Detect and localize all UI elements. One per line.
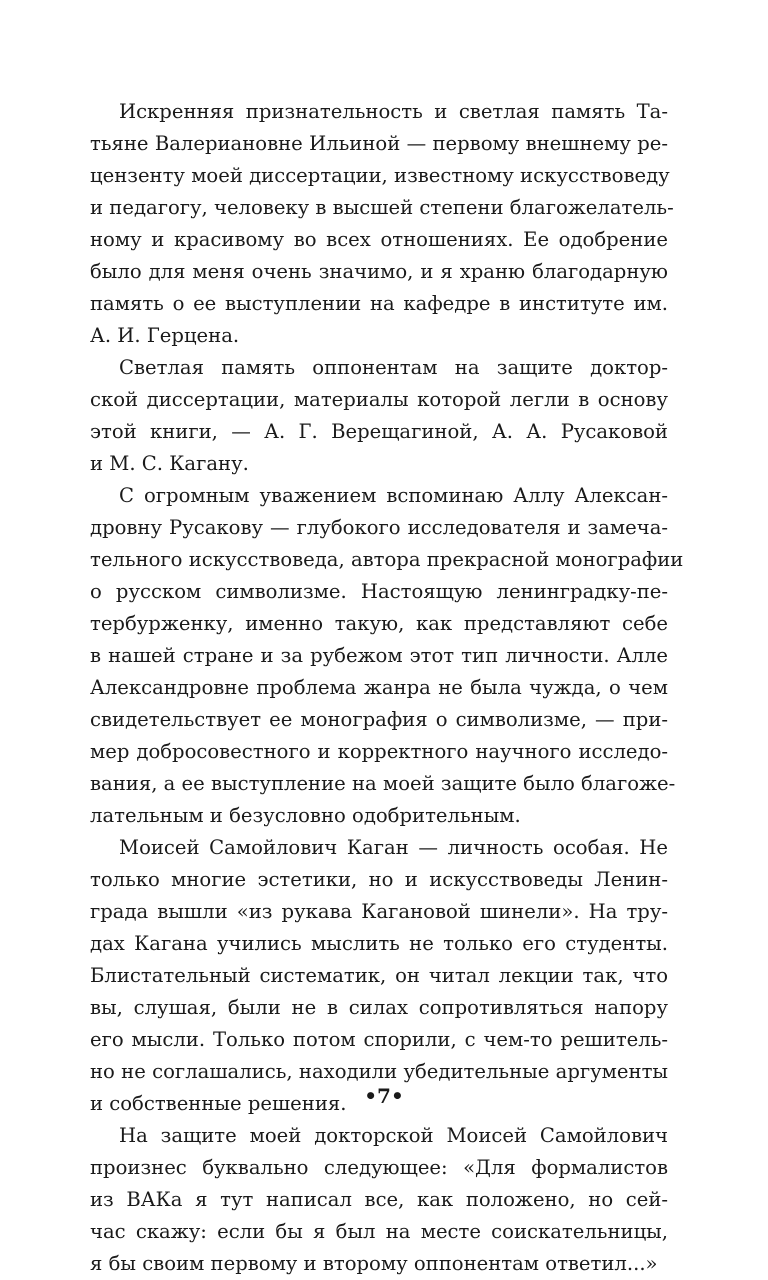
text-line: дах Кагана учились мыслить не только его студенты. bbox=[90, 932, 668, 955]
paragraph bbox=[90, 832, 668, 1120]
text-line: в нашей стране и за рубежом этот тип личности. Алле bbox=[90, 644, 668, 667]
text-line: произнес буквально следующее: «Для формалистов bbox=[90, 1156, 668, 1179]
text-line: тербурженку, именно такую, как представляют себе bbox=[90, 612, 668, 635]
text-line: о русском символизме. Настоящую ленинградку-пе- bbox=[90, 580, 668, 603]
page-number: •7• bbox=[364, 1084, 404, 1108]
text-line: и М. С. Кагану. bbox=[90, 452, 249, 475]
text-line: и собственные решения. bbox=[90, 1092, 347, 1115]
text-line: и педагогу, человеку в высшей степени благожелатель- bbox=[90, 196, 674, 219]
paragraph bbox=[90, 1120, 668, 1280]
text-line: этой книги, — А. Г. Верещагиной, А. А. Русаковой bbox=[90, 420, 668, 443]
text-line: ному и красивому во всех отношениях. Ее одобрение bbox=[90, 228, 668, 251]
text-line: память о ее выступлении на кафедре в институте им. bbox=[90, 292, 668, 315]
text-line: С огромным уважением вспоминаю Аллу Алексан- bbox=[119, 484, 668, 507]
text-line: я бы своим первому и второму оппонентам ответил...» bbox=[90, 1252, 658, 1275]
paragraph bbox=[90, 96, 674, 352]
text-line: Блистательный систематик, он читал лекции так, что bbox=[90, 964, 668, 987]
paragraph bbox=[90, 480, 684, 832]
text-line: Светлая память оппонентам на защите доктор- bbox=[119, 356, 668, 379]
text-line: лательным и безусловно одобрительным. bbox=[90, 804, 521, 827]
text-line: было для меня очень значимо, и я храню благодарную bbox=[90, 260, 668, 283]
text-line: но не соглашались, находили убедительные аргументы bbox=[90, 1060, 668, 1083]
text-line: час скажу: если бы я был на месте соискательницы, bbox=[90, 1220, 668, 1243]
text-line: А. И. Герцена. bbox=[90, 324, 240, 347]
text-line: Моисей Самойлович Каган — личность особая. Не bbox=[119, 836, 668, 859]
text-line: мер добросовестного и корректного научного исследо- bbox=[90, 740, 668, 763]
text-line: На защите моей докторской Моисей Самойлович bbox=[119, 1124, 668, 1147]
text-line: града вышли «из рукава Кагановой шинели». На тру- bbox=[90, 900, 668, 923]
paragraph bbox=[90, 352, 668, 480]
text-line: тельного искусствоведа, автора прекрасной монографии bbox=[90, 548, 684, 571]
text-line: вы, слушая, были не в силах сопротивляться напору bbox=[90, 996, 668, 1019]
text-line: свидетельствует ее монография о символизме, — при- bbox=[90, 708, 668, 731]
text-line: тьяне Валериановне Ильиной — первому внешнему ре- bbox=[90, 132, 668, 155]
text-line: Александровне проблема жанра не была чужда, о чем bbox=[90, 676, 668, 699]
text-line: дровну Русакову — глубокого исследователя и замеча- bbox=[90, 516, 668, 539]
text-line: только многие эстетики, но и искусствоведы Ленин- bbox=[90, 868, 668, 891]
text-line: его мысли. Только потом спорили, с чем-то решитель- bbox=[90, 1028, 668, 1051]
text-line: вания, а ее выступление на моей защите было благоже- bbox=[90, 772, 676, 795]
text-line: цензенту моей диссертации, известному искусствоведу bbox=[90, 164, 670, 187]
text-line: Искренняя признательность и светлая память Та- bbox=[119, 100, 668, 123]
text-line: из ВАКа я тут написал все, как положено, но сей- bbox=[90, 1188, 668, 1211]
text-line: ской диссертации, материалы которой легли в основу bbox=[90, 388, 668, 411]
